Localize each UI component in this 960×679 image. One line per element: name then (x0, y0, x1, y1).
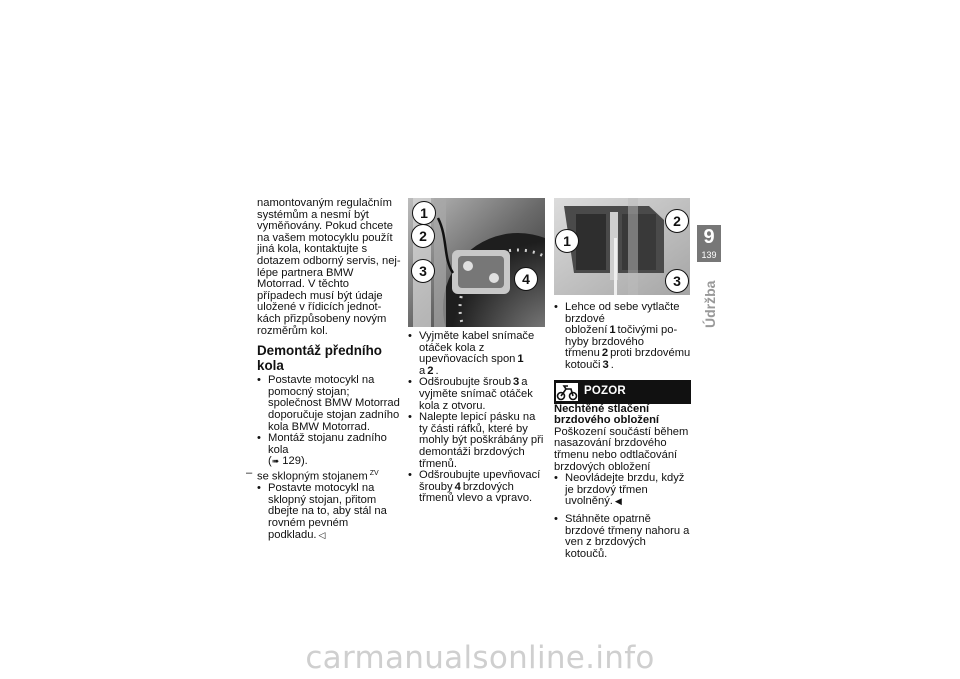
intro-paragraph: namontovaným regulačním systémům a nesmí být vyměňovány. Pokud chcete na vašem motocyklu použít jiná kola, kontaktujte s dotazem odborný servis, nejlépe partnera BMW Motorrad. V těchto případech musí být údaje uložené v řídicích jednotkách přizpůsobeny novým rozměrům kol. (257, 197, 401, 337)
callout-1: 1 (412, 201, 436, 225)
callout-4: 4 (514, 267, 538, 291)
step-item: • Odšroubujte šroub 3 a vyjměte snímač otáček kola z otvoru. (408, 377, 546, 412)
chapter-tab (697, 225, 721, 262)
caution-motorcycle-icon (556, 383, 578, 401)
callout-3: 3 (665, 269, 689, 293)
callout-3: 3 (411, 259, 435, 283)
front-wheel-photo (408, 198, 545, 327)
page-number: 139 (697, 249, 721, 262)
caution-text: Poškození součástí během nasazování brzdového třmenu nebo odtlačování brzdových obložení (554, 425, 689, 473)
column-right (554, 302, 691, 560)
condition-item: – se sklopným stojanem $^{ZV}$ (246, 468, 401, 483)
callout-1: 1 (555, 229, 579, 253)
end-mark-icon: ◁ (318, 529, 326, 540)
caution-banner (554, 380, 691, 404)
step-item: • Postavte motocykl na sklopný stojan, přitom dbejte na to, aby stál na rovném pevném podkladu. ◁ (257, 483, 401, 541)
step-item: • Montáž stojanu zadního kola (➠ 129). (257, 433, 401, 468)
step-list (257, 375, 401, 541)
step-item: • Odšroubujte upevňovací šrouby 4 brzdových třmenů vlevo a vpravo. (408, 470, 546, 505)
caution-title: Nechtěné stlačení brzdového obložení (554, 402, 660, 427)
end-mark-icon: ◀ (614, 496, 622, 507)
page-ref-arrow-icon: ➠ (271, 456, 280, 467)
section-heading: Demontáž předního kola (257, 343, 382, 374)
page-reference-link[interactable]: 129). (282, 455, 308, 468)
caution-list (554, 473, 691, 560)
step-item: • Nalepte lepicí pásku na ty části ráfků, které by mohly být poškrábány při demontáži brzdových třmenů. (408, 412, 546, 470)
step-item: • Postavte motocykl na pomocný stojan; společnost BMW Motorrad doporučuje stojan zadního kola BMW Motorrad. (257, 375, 401, 433)
callout-2: 2 (411, 224, 435, 248)
step-list (554, 302, 691, 372)
step-item: • Lehce od sebe vytlačte brzdové obložení 1 točivými pohyby brzdového třmenu 2 proti brzdovému kotouči 3 . (554, 302, 691, 372)
chapter-number: 9 (703, 226, 715, 248)
callout-2: 2 (665, 209, 689, 233)
column-left (257, 198, 401, 541)
column-middle (408, 331, 546, 505)
step-item: • Vyjměte kabel snímače otáček kola z upevňovacích spon 1 a 2 . (408, 331, 546, 377)
step-list (408, 331, 546, 505)
optional-equipment-mark: ZV (369, 469, 379, 477)
caution-item: • Neovládejte brzdu, když je brzdový třmen uvolněný. ◀ (554, 473, 691, 508)
brake-caliper-photo (554, 198, 690, 295)
chapter-side-title: Údržba (702, 280, 718, 328)
caution-label: POZOR (584, 384, 626, 397)
step-item: • Stáhněte opatrně brzdové třmeny nahoru a ven z brzdových kotoučů. (554, 514, 691, 560)
watermark: carmanualsonline.info (305, 640, 655, 676)
